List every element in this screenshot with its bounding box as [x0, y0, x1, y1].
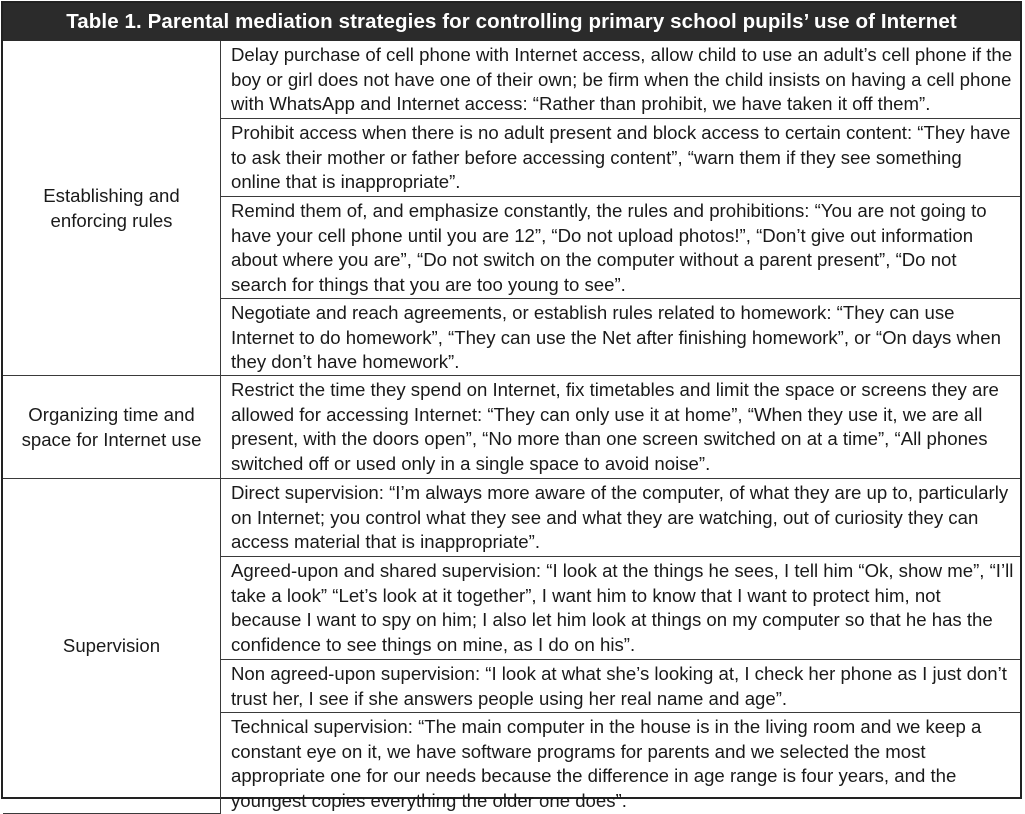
strategy-cell-negotiate: Negotiate and reach agreements, or establish rules related to homework: “They can use Internet to do homework”, “They can use the Net after finishing homework”, or “On days when they don’t have homework”. — [221, 299, 1021, 376]
table-row — [3, 41, 1020, 119]
category-cell-supervision: Supervision — [3, 479, 221, 814]
strategy-cell-non-agreed-supervision: Non agreed-upon supervision: “I look at what she’s looking at, I check her phone as I just don’t trust her, I see if she answers people using her real name and age”. — [221, 660, 1021, 713]
table-row — [3, 479, 1020, 557]
table-body — [3, 41, 1020, 814]
strategy-cell-restrict-time: Restrict the time they spend on Internet, fix timetables and limit the space or screens they are allowed for accessing Internet: “They can only use it at home”, “When they use it, we are all present, with the doors open”, “No more than one screen switched on at a time”, “All phones switched off or used only in a single space to avoid noise”. — [221, 376, 1021, 479]
table-title: Table 1. Parental mediation strategies for controlling primary school pupils’ use of Internet — [3, 3, 1020, 41]
strategy-cell-delay-purchase: Delay purchase of cell phone with Internet access, allow child to use an adult’s cell phone if the boy or girl does not have one of their own; be firm when the child insists on having a cell phone with WhatsApp and Internet access: “Rather than prohibit, we have taken it off them”. — [221, 41, 1021, 119]
table-row — [3, 376, 1020, 479]
mediation-strategies-table — [1, 1, 1022, 811]
strategy-cell-technical-supervision: Technical supervision: “The main computer in the house is in the living room and we keep a constant eye on it, we have software programs for parents and we selected the most appropriate one for our needs because the difference in age range is four years, and the youngest copies everything the older one does”. — [221, 713, 1021, 814]
strategy-cell-direct-supervision: Direct supervision: “I’m always more aware of the computer, of what they are up to, particularly on Internet; you control what they see and what they are watching, out of curiosity they can access material that is inappropriate”. — [221, 479, 1021, 557]
strategy-cell-prohibit-access: Prohibit access when there is no adult present and block access to certain content: “They have to ask their mother or father before accessing content”, “warn them if they see something online that is inappropriate”. — [221, 119, 1021, 197]
strategy-cell-remind-rules: Remind them of, and emphasize constantly, the rules and prohibitions: “You are not going to have your cell phone until you are 12”, “Do not upload photos!”, “Don’t give out information about where you are”, “Do not switch on the computer without a parent present”, “Do not search for things that you are too young to see”. — [221, 197, 1021, 299]
category-cell-time-space: Organizing time and space for Internet use — [3, 376, 221, 479]
strategy-cell-shared-supervision: Agreed-upon and shared supervision: “I look at the things he sees, I tell him “Ok, show me”, “I’ll take a look” “Let’s look at it together”, I want him to know that I want to protect him, not because I want to spy on him; I also let him look at things on my computer so that he has the confidence to see things on mine, as I do on his”. — [221, 557, 1021, 660]
category-cell-rules: Establishing and enforcing rules — [3, 41, 221, 376]
